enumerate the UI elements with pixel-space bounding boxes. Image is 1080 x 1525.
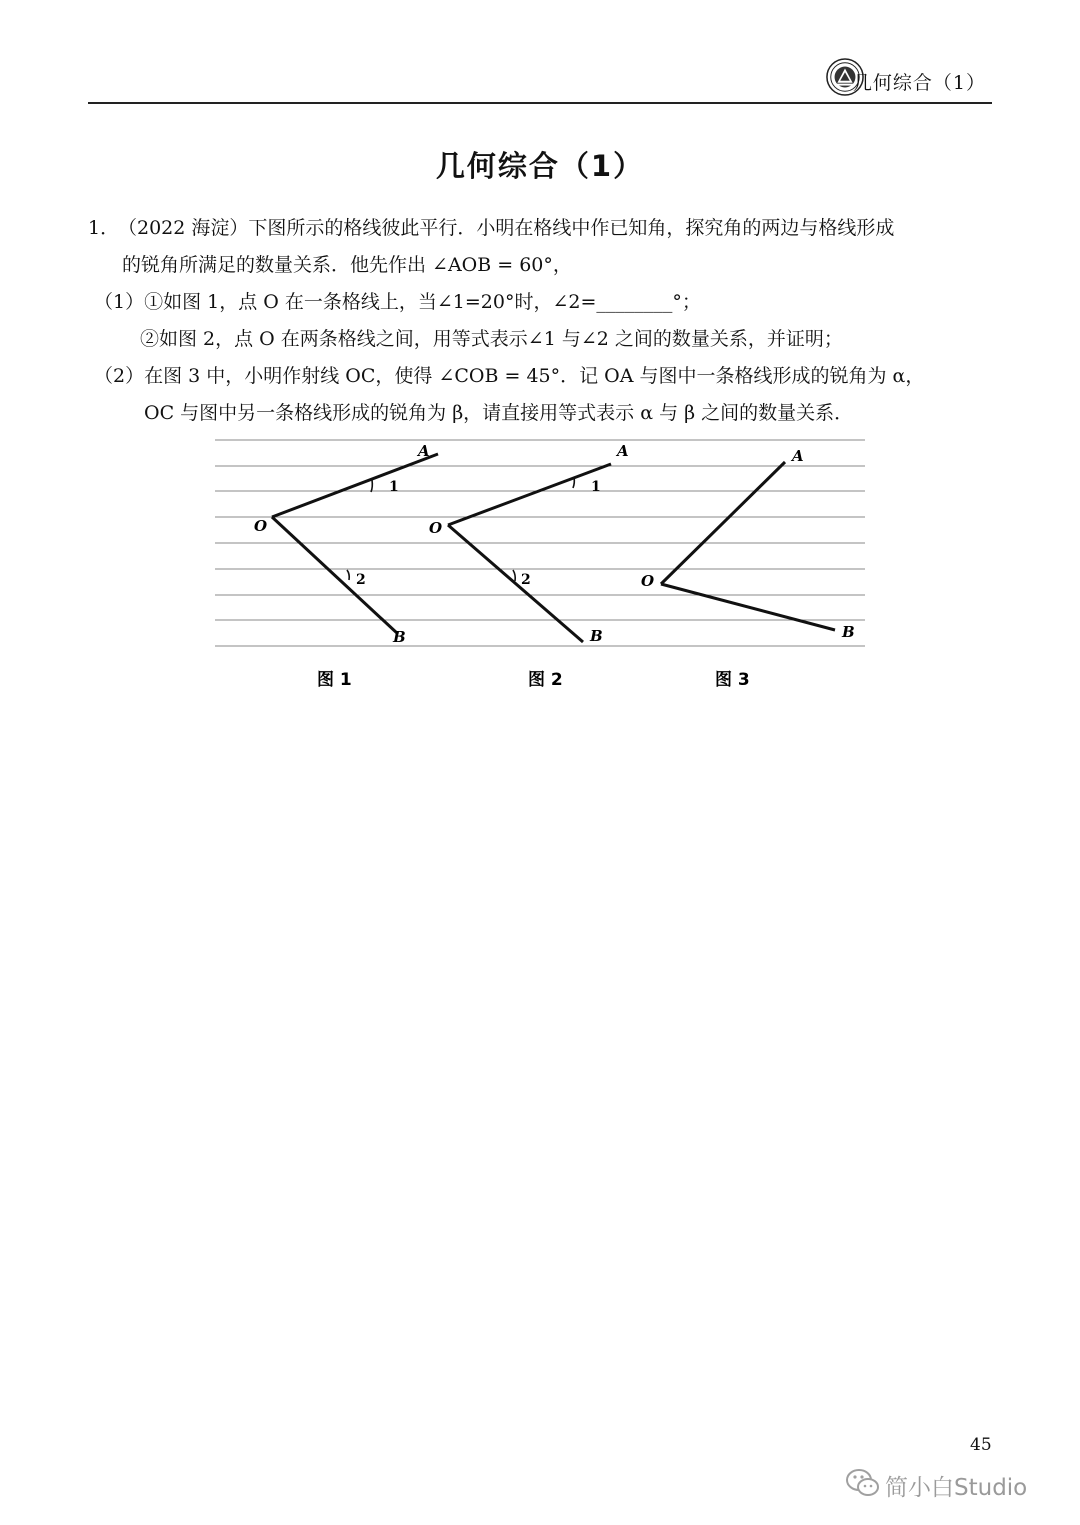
part1-question-a: （1）①如图 1，点 O 在一条格线上，当∠1=20°时，∠2=________°； [94, 291, 701, 313]
fig1-caption: 图 1 [317, 670, 352, 690]
fig1-angle2-arc [347, 570, 349, 580]
fig2-angle2-arc [513, 570, 515, 581]
watermark-text: 简小白Studio [885, 1475, 1028, 1501]
fig3-ray-oa [661, 462, 785, 584]
problem-number: 1． [88, 217, 120, 239]
fig2-label-a: A [617, 442, 629, 460]
fig1-label-1: 1 [389, 479, 399, 495]
problem-intro-line1: （2022 海淀）下图所示的格线彼此平行．小明在格线中作已知角，探究角的两边与格线形成 [118, 217, 895, 239]
fig3-label-a: A [792, 447, 804, 465]
fig1-label-2: 2 [356, 572, 366, 588]
figures-diagram [215, 432, 865, 700]
figure-1 [254, 442, 438, 690]
fig2-label-1: 1 [591, 479, 601, 495]
page-number: 45 [970, 1435, 992, 1455]
fig2-label-2: 2 [521, 572, 531, 588]
grid-lines [215, 440, 865, 646]
fig1-ray-ob [272, 517, 398, 634]
part2-question-a: （2）在图 3 中，小明作射线 OC，使得 ∠COB = 45°．记 OA 与图中一条格线形成的锐角为 α， [94, 365, 925, 387]
fig1-angle1-arc [371, 480, 372, 492]
page-header [88, 56, 992, 104]
fig1-label-a: A [418, 442, 430, 460]
problem-intro-line2: 的锐角所满足的数量关系．他先作出 ∠AOB = 60°， [122, 254, 572, 276]
part2-question-b: OC 与图中另一条格线形成的锐角为 β，请直接用等式表示 α 与 β 之间的数量关系． [144, 402, 854, 424]
fig3-ray-ob [661, 584, 835, 630]
fig2-ray-oa [448, 464, 611, 525]
fig1-ray-oa [272, 454, 438, 517]
fig3-caption: 图 3 [715, 670, 750, 690]
watermark [845, 1463, 1060, 1503]
header-title: 几何综合（1） [852, 72, 986, 94]
figure-2 [429, 442, 629, 690]
page-title: 几何综合（1） [435, 149, 645, 183]
wechat-icon [845, 1467, 881, 1499]
fig2-caption: 图 2 [528, 670, 563, 690]
fig2-label-o: O [429, 519, 443, 537]
fig3-label-b: B [842, 623, 855, 641]
fig2-label-b: B [590, 627, 603, 645]
fig3-label-o: O [641, 572, 655, 590]
part1-question-b: ②如图 2，点 O 在两条格线之间，用等式表示∠1 与∠2 之间的数量关系，并证明； [140, 328, 843, 350]
fig1-label-b: B [393, 628, 406, 646]
fig1-label-o: O [254, 517, 268, 535]
